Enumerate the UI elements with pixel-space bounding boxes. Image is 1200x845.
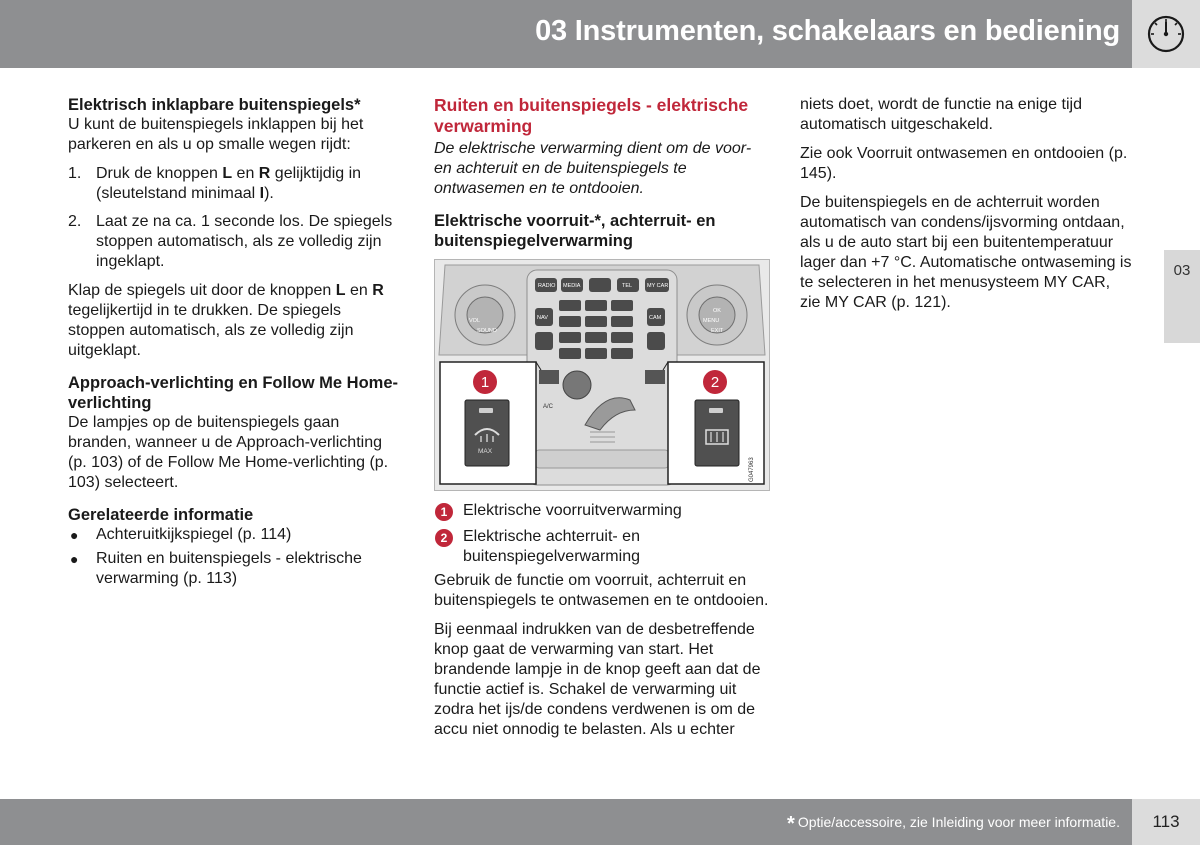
step-2	[68, 212, 400, 272]
heading-folding-mirrors: Elektrisch inklapbare buitenspiegels*	[68, 96, 361, 114]
bullet-icon: ●	[70, 551, 79, 567]
paragraph-activation: Bij eenmaal indrukken van de desbetreffende knop gaat de verwarming van start. Het brandende lampje in de knop geeft aan dat de functie actief is. Schakel de verwarming uit zodra het ijs/de condens verdwenen is om de accu niet onnodig te belasten. Als u echter	[434, 621, 761, 738]
paragraph-automatic: De buitenspiegels en de achterruit worden automatisch van condens/ijsvorming ontdaan, als u de auto start bij een buitentemperatuur lager dan +7 °C. Automatische ontwaseming is te selecteren in het menusysteem MY CAR, zie MY CAR (p. 121).	[800, 194, 1132, 311]
heading-related-info: Gerelateerde informatie	[68, 506, 254, 524]
figure-code: G047963	[749, 457, 755, 482]
bullet-icon: ●	[70, 527, 79, 543]
legend-item-1	[434, 501, 770, 521]
step-1	[68, 164, 400, 204]
step-text: gelijktijdig in (sleutelstand minimaal	[96, 165, 362, 202]
page-header	[0, 0, 1132, 68]
chapter-title: 03 Instrumenten, schakelaars en bediening	[535, 15, 1120, 47]
knob-vol-label: VOL	[469, 318, 481, 324]
console-illustration	[435, 260, 769, 490]
btn-cam-label: CAM	[649, 315, 662, 321]
footer-note-text: Optie/accessoire, zie Inleiding voor meer informatie.	[797, 814, 1120, 830]
text: Klap de spiegels uit door de knoppen	[68, 282, 336, 299]
key-l: L	[335, 282, 346, 299]
legend-number: 1	[435, 503, 453, 521]
btn-radio-label: RADIO	[538, 283, 556, 289]
legend-text: Elektrische achterruit- en buitenspiegelverwarming	[463, 528, 640, 565]
knob-ok-label: OK	[713, 308, 721, 314]
steps-list	[68, 164, 400, 272]
paragraph-see-also: Zie ook Voorruit ontwasemen en ontdooien (p. 145).	[800, 145, 1128, 182]
max-label: MAX	[478, 448, 493, 455]
section-intro: De elektrische verwarming dient om de voor- en achteruit en de buitenspiegels te ontwasemen en te ontdooien.	[434, 140, 752, 197]
step-number: 2.	[68, 213, 82, 230]
step-text: ).	[264, 185, 274, 202]
chapter-tab	[1164, 250, 1200, 343]
btn-tel-label: TEL	[622, 283, 633, 289]
knob-menu-label: MENU	[703, 318, 720, 324]
btn-nav-label: NAV	[537, 315, 548, 321]
key-r: R	[372, 282, 384, 299]
btn-ac-label: A/C	[543, 404, 554, 410]
section-title: Ruiten en buitenspiegels - elektrische verwarming	[434, 95, 749, 136]
related-list	[68, 525, 400, 589]
chapter-tab-label: 03	[1173, 262, 1191, 279]
text: tegelijkertijd in te drukken. De spiegels stoppen automatisch, als ze volledig zijn uitgeklapt.	[68, 302, 354, 359]
center-console-figure	[434, 259, 770, 491]
column-2	[434, 95, 770, 749]
gauge-icon	[1146, 14, 1186, 54]
paragraph-usage: Gebruik de functie om voorruit, achterruit en buitenspiegels te ontwasemen en te ontdooien.	[434, 572, 769, 609]
column-3	[800, 95, 1134, 322]
step-text: en	[232, 165, 259, 182]
btn-media-label: MEDIA	[563, 283, 581, 289]
legend-item-2	[434, 527, 770, 567]
link-text: Achteruitkijkspiegel (p. 114)	[96, 526, 292, 543]
page-number-box	[1132, 799, 1200, 845]
legend-text: Elektrische voorruitverwarming	[463, 502, 682, 519]
related-link-1[interactable]	[68, 525, 400, 545]
btn-mycar-label: MY CAR	[647, 283, 669, 289]
step-text: Druk de knoppen	[96, 165, 223, 182]
figure-callout-1: 1	[480, 374, 490, 391]
paragraph-approach: De lampjes op de buitenspiegels gaan branden, wanneer u de Approach-verlichting (p. 103) of de Follow Me Home-verlichting (p. 103) selecteert.	[68, 414, 389, 491]
footer-note	[787, 813, 1120, 836]
column-1	[68, 95, 400, 593]
legend-number: 2	[435, 529, 453, 547]
key-r: R	[258, 165, 271, 182]
chapter-icon-box	[1132, 0, 1200, 68]
key-i: I	[259, 185, 265, 202]
heading-heating: Elektrische voorruit-*, achterruit- en buitenspiegelverwarming	[434, 212, 716, 250]
step-number: 1.	[68, 165, 82, 182]
text: en	[345, 282, 373, 299]
asterisk: *	[787, 813, 795, 835]
page-footer	[0, 799, 1132, 845]
page-number: 113	[1152, 812, 1180, 831]
paragraph-intro: U kunt de buitenspiegels inklappen bij het parkeren en als u op smalle wegen rijdt:	[68, 116, 364, 153]
knob-exit-label: EXIT	[711, 328, 724, 334]
paragraph-unfold	[68, 281, 400, 361]
link-text: Ruiten en buitenspiegels - elektrische verwarming (p. 113)	[96, 550, 362, 587]
key-l: L	[222, 165, 233, 182]
figure-callout-2: 2	[710, 374, 720, 391]
paragraph-continued: niets doet, wordt de functie na enige tijd automatisch uitgeschakeld.	[800, 96, 1082, 133]
related-link-2[interactable]	[68, 549, 400, 589]
heading-approach-lighting: Approach-verlichting en Follow Me Home-verlichting	[68, 374, 399, 412]
step-text: Laat ze na ca. 1 seconde los. De spiegels stoppen automatisch, als ze volledig zijn ingeklapt.	[96, 213, 393, 270]
knob-sound-label: SOUND	[477, 328, 497, 334]
